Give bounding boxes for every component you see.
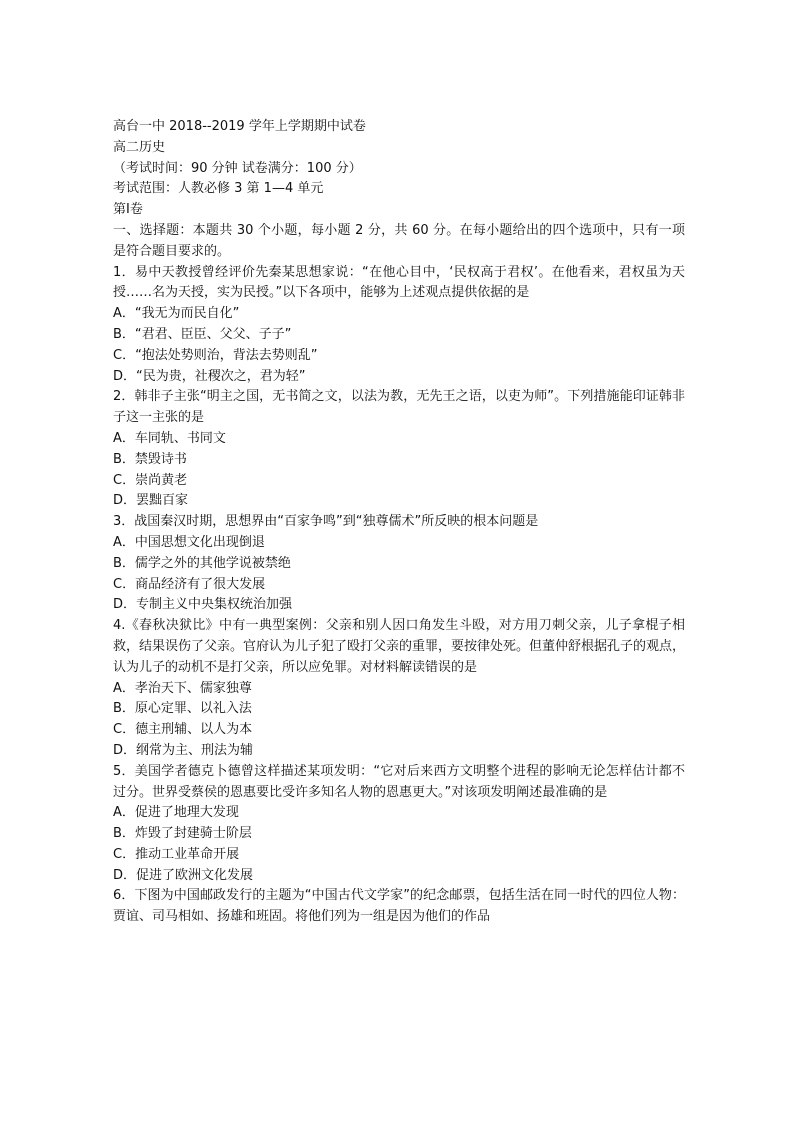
- section-instructions: 一、选择题：本题共 30 个小题，每小题 2 分，共 60 分。在每小题给出的四个选项中，只有一项是符合题目要求的。: [113, 222, 685, 259]
- option-a: A．促进了地理大发现: [113, 805, 239, 821]
- question-stem: 4.《春秋决狱比》中有一典型案例：父亲和别人因口角发生斗殴，对方用刀刺父亲，儿子拿棍子相救，结果误伤了父亲。官府认为儿子犯了殴打父亲的重罪，要按律处死。但董仲舒根据孔子的观点，认为儿子的动机不是打父亲，所以应免罪。对材料解读错误的是: [113, 618, 686, 675]
- option-d: D．纲常为主、刑法为辅: [113, 742, 254, 758]
- exam-scope: 考试范围：人教必修 3 第 1—4 单元: [113, 181, 324, 197]
- option-b: B．“君君、臣臣、父父、子子”: [113, 326, 292, 342]
- volume-label: 第Ⅰ卷: [113, 202, 143, 218]
- option-a: A．车同轨、书同文: [113, 430, 226, 446]
- question-stem: 3．战国秦汉时期，思想界由“百家争鸣”到“独尊儒术”所反映的根本问题是: [113, 514, 539, 530]
- option-c: C．推动工业革命开展: [113, 846, 240, 862]
- option-c: C．崇尚黄老: [113, 472, 188, 488]
- question-2: [113, 387, 685, 512]
- option-a: A．孝治天下、儒家独尊: [113, 680, 252, 696]
- question-stem: 6．下图为中国邮政发行的主题为“中国古代文学家”的纪念邮票，包括生活在同一时代的四位人物：贾谊、司马相如、扬雄和班固。将他们列为一组是因为他们的作品: [113, 888, 685, 925]
- school-title: 高台一中 2018--2019 学年上学期期中试卷: [113, 119, 366, 134]
- question-stem: 1．易中天教授曾经评价先秦某思想家说：“在他心目中，‘民权高于君权’。在他看来，君权虽为天授……名为天授，实为民授。”以下各项中，能够为上述观点提供依据的是: [113, 264, 685, 301]
- question-stem: 5．美国学者德克卜德曾这样描述某项发明：“它对后来西方文明整个进程的影响无论怎样估计都不过分。世界受蔡侯的恩惠要比受许多知名人物的恩惠更大。”对该项发明阐述最准确的是: [113, 763, 685, 800]
- question-stem: 2．韩非子主张“明主之国，无书简之文，以法为教，无先王之语，以吏为师”。下列措施能印证韩非子这一主张的是: [113, 389, 685, 426]
- option-c: C．“抱法处势则治，背法去势则乱”: [113, 347, 318, 363]
- question-5: [113, 762, 685, 887]
- option-d: D．专制主义中央集权统治加强: [113, 597, 293, 613]
- question-6: [113, 886, 685, 928]
- option-b: B．原心定罪、以礼入法: [113, 701, 252, 717]
- option-d: D．促进了欧洲文化发展: [113, 867, 254, 883]
- question-1: [113, 263, 685, 388]
- option-b: B．禁毁诗书: [113, 451, 187, 467]
- option-d: D．罢黜百家: [113, 493, 189, 509]
- option-c: C．德主刑辅、以人为本: [113, 722, 253, 738]
- option-b: B．儒学之外的其他学说被禁绝: [113, 555, 291, 571]
- option-b: B．炸毁了封建骑士阶层: [113, 826, 252, 842]
- question-4: [113, 616, 685, 762]
- option-c: C．商品经济有了很大发展: [113, 576, 266, 592]
- subject-title: 高二历史: [113, 139, 166, 155]
- option-a: A．“我无为而民自化”: [113, 306, 240, 322]
- option-d: D．“民为贵，社稷次之，君为轻”: [113, 368, 306, 384]
- exam-time-info: （考试时间：90 分钟 试卷满分：100 分）: [113, 160, 362, 176]
- exam-page: [113, 117, 685, 928]
- question-3: [113, 512, 685, 616]
- option-a: A．中国思想文化出现倒退: [113, 534, 265, 550]
